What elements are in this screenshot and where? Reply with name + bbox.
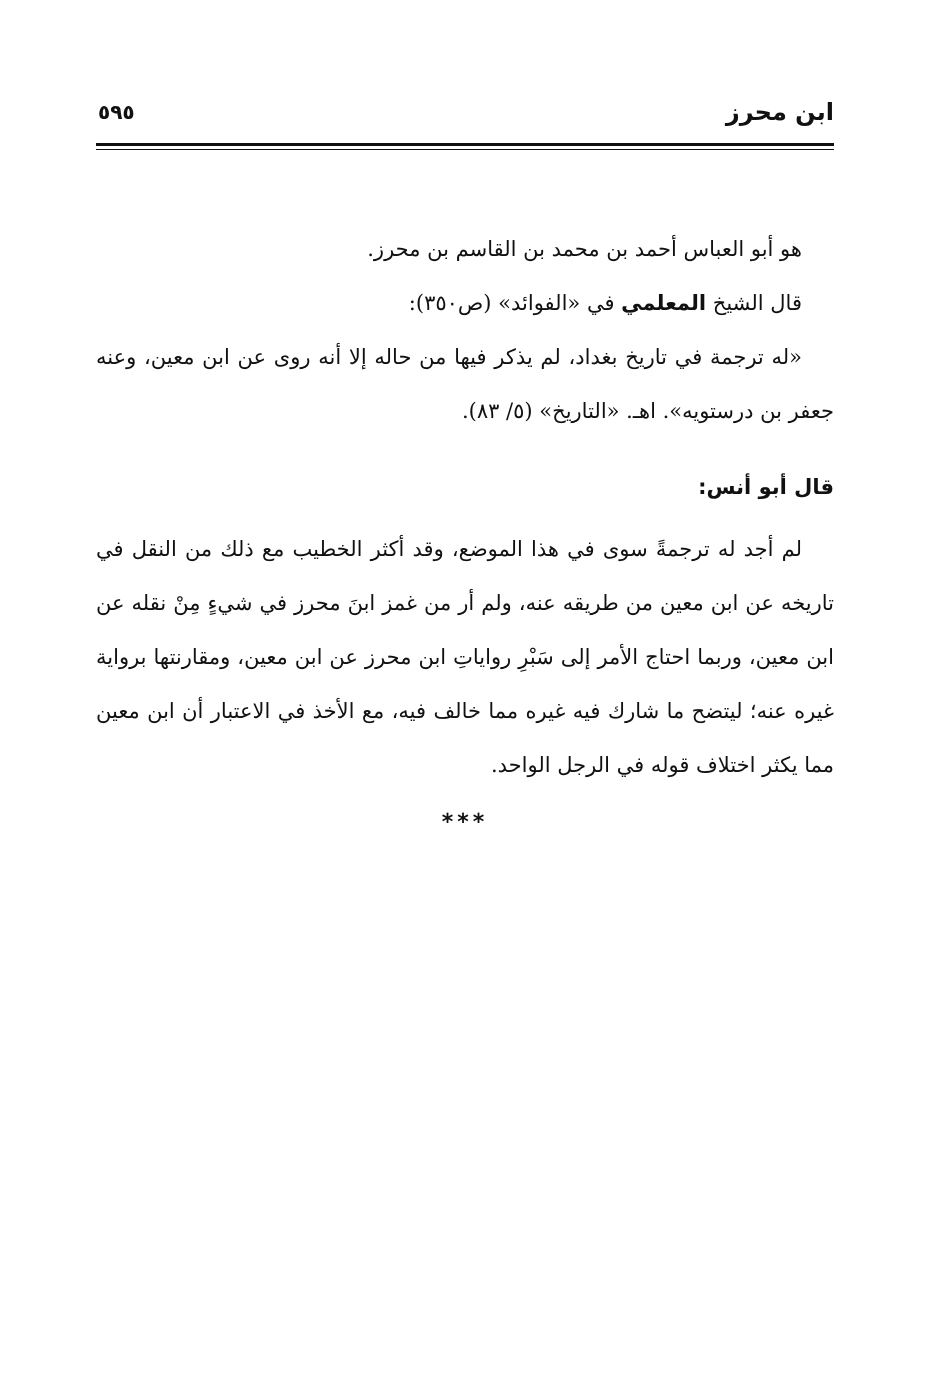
- quote-intro-paragraph: [96, 276, 834, 330]
- running-title: ابن محرز: [725, 98, 834, 126]
- identity-paragraph: هو أبو العباس أحمد بن محمد بن القاسم بن محرز.: [367, 237, 802, 261]
- quote-intro-start: قال الشيخ: [706, 291, 802, 315]
- section-separator: ***: [441, 810, 489, 835]
- page-body: [96, 222, 834, 850]
- page-number: ٥٩٥: [98, 100, 135, 124]
- quote-intro-name: المعلمي: [621, 291, 707, 315]
- quote-intro-end: في «الفوائد» (ص٣٥٠):: [408, 291, 622, 315]
- discussion-paragraph: لم أجد له ترجمةً سوى في هذا الموضع، وقد أكثر الخطيب مع ذلك من النقل في تاريخه عن ابن معين من طريقه عنه، ولم أر من غمز ابنَ محرز في شيءٍ مِنْ نقله عن ابن معين، وربما احتاج الأمر إلى سَبْرِ رواياتِ ابن محرز عن ابن معين، ومقارنتها برواية غيره عنه؛ ليتضح ما شارك فيه غيره مما خالف فيه، مع الأخذ في الاعتبار أن ابن معين مما يكثر اختلاف قوله في الرجل الواحد.: [96, 537, 834, 777]
- quote-paragraph: «له ترجمة في تاريخ بغداد، لم يذكر فيها من حاله إلا أنه روى عن ابن معين، وعنه جعفر بن درستويه». اهـ. «التاريخ» (٥/ ٨٣).: [96, 345, 834, 423]
- page-header: [96, 92, 834, 132]
- section-heading: قال أبو أنس:: [698, 475, 834, 499]
- header-rule-thin: [96, 149, 834, 150]
- header-rule-thick: [96, 143, 834, 146]
